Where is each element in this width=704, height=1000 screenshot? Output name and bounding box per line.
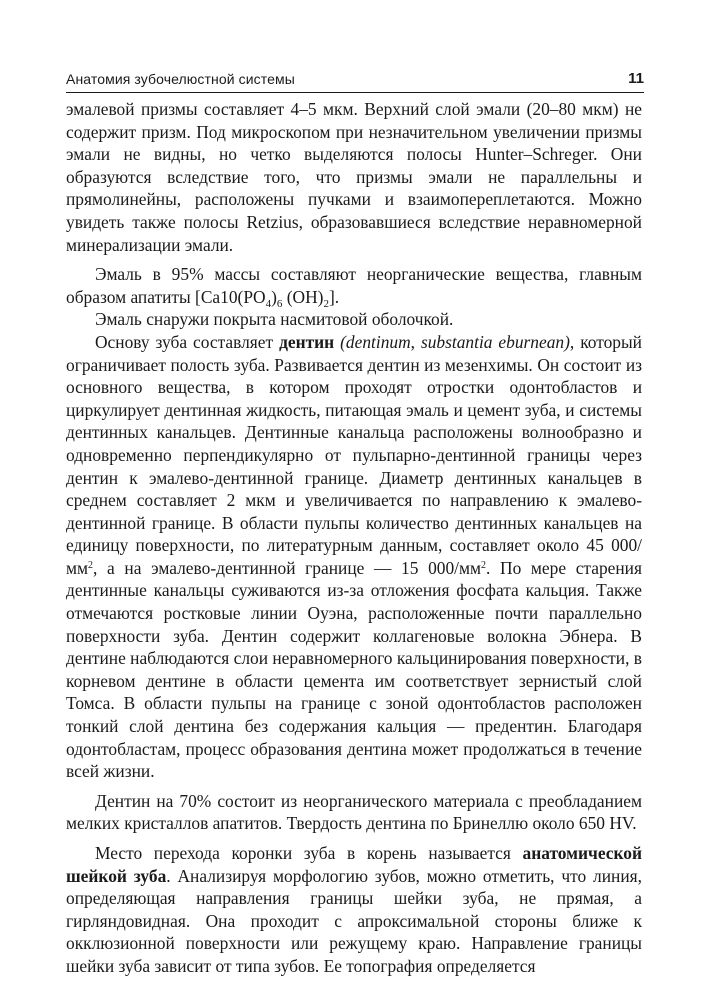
text-segment: , который ограничивает полость зуба. Развивается дентин из мезенхимы. Он состоит из основного вещества, в котором проходят отростки одонтобластов и циркулирует дентинная жидкость, питающая эмаль и цемент зуба, и системы дентинных канальцев. Дентинные канальца расположены волнообразно и одновременно перпендикулярно от пульпарно-дентинной границы через дентин к эмалево-дентинной границе. Диаметр дентинных канальцев в среднем составляет 2 мкм и увеличивается по направлению к эмалево-дентинной границе. В области пульпы количество дентинных канальцев на единицу поверхности, по литературным данным, составляет около 45 000/мм bbox=[66, 331, 642, 578]
paragraph-enamel-membrane: Эмаль снаружи покрыта насмитовой оболочкой. bbox=[95, 309, 454, 330]
text-segment: Основу зуба составляет bbox=[95, 331, 280, 352]
running-header bbox=[66, 66, 644, 93]
term-dentin: дентин bbox=[279, 331, 335, 352]
subscript: 2 bbox=[323, 297, 329, 310]
text-segment: , bbox=[410, 331, 421, 352]
text-segment: Место перехода коронки зуба в корень называется bbox=[95, 843, 523, 863]
term-anatomical-neck: анатомической шейкой зуба bbox=[66, 843, 642, 886]
paragraph-dentin bbox=[66, 331, 642, 783]
text-segment: , а на эмалево-дентинной границе — 15 000/мм bbox=[93, 557, 482, 578]
text-segment: Эмаль в 95% массы составляют неорганические вещества, главным образом апатиты [Ca10(PO bbox=[66, 264, 642, 307]
superscript: 2 bbox=[481, 559, 487, 571]
chapter-title: Анатомия зубочелюстной системы bbox=[66, 71, 295, 87]
paragraph-enamel-composition bbox=[66, 263, 642, 308]
subscript: 6 bbox=[276, 297, 283, 310]
superscript: 2 bbox=[88, 559, 94, 571]
text-segment: (OH) bbox=[282, 286, 324, 307]
text-segment: . По мере старения дентинные канальцы суживаются из-за отложения фосфата кальция. Также отмечаются ростковые линии Оуэна, расположенные почти параллельно поверхности зуба. Дентин содержит коллагеновые волокна Эбнера. В дентине наблюдаются слои неравномерного кальцинирования поверхности, в корневом дентине в области цемента им соответствует зернистый слой Томса. В области пульпы на границе с зоной одонтобластов расположен тонкий слой дентина без содержания кальция — предентин. Благодаря одонтобластам, процесс образования дентина может продолжаться в течение всей жизни. bbox=[66, 557, 642, 782]
paragraph-dentin-composition: Дентин на 70% состоит из неорганического материала с преобладанием мелких кристаллов апатитов. Твердость дентина по Бринеллю около 650 HV. bbox=[66, 790, 642, 834]
page-body bbox=[66, 98, 642, 978]
paragraph-enamel-prisms: эмалевой призмы составляет 4–5 мкм. Верхний слой эмали (20–80 мкм) не содержит призм. Под микроскопом при незначительном увеличении призмы эмали не видны, но четко выделяются полосы Hunter–Schreger. Они образуются вследствие того, что призмы эмали не параллельны и прямолинейны, расположены пучками и взаимопереплетаются. Можно увидеть также полосы Retzius, образовавшиеся вследствие неравномерной минерализации эмали. bbox=[66, 99, 642, 255]
paragraph-tooth-neck bbox=[66, 842, 642, 978]
text-segment: . Анализируя морфологию зубов, можно отметить, что линия, определяющая направления границы шейки зуба, не прямая, а гирляндовидная. Она проходит с апроксимальной стороны ближе к окклюзионной поверхности или режущему краю. Направление границы шейки зуба зависит от типа зубов. Ее топография определяется bbox=[66, 865, 642, 976]
subscript: 4 bbox=[265, 297, 272, 310]
text-segment: ]. bbox=[328, 286, 340, 307]
page-number: 11 bbox=[628, 70, 644, 87]
text-segment: ) bbox=[271, 286, 277, 307]
term-latin-substantia: substantia eburnean) bbox=[420, 331, 570, 352]
term-latin-dentinum: (dentinum bbox=[334, 331, 411, 352]
